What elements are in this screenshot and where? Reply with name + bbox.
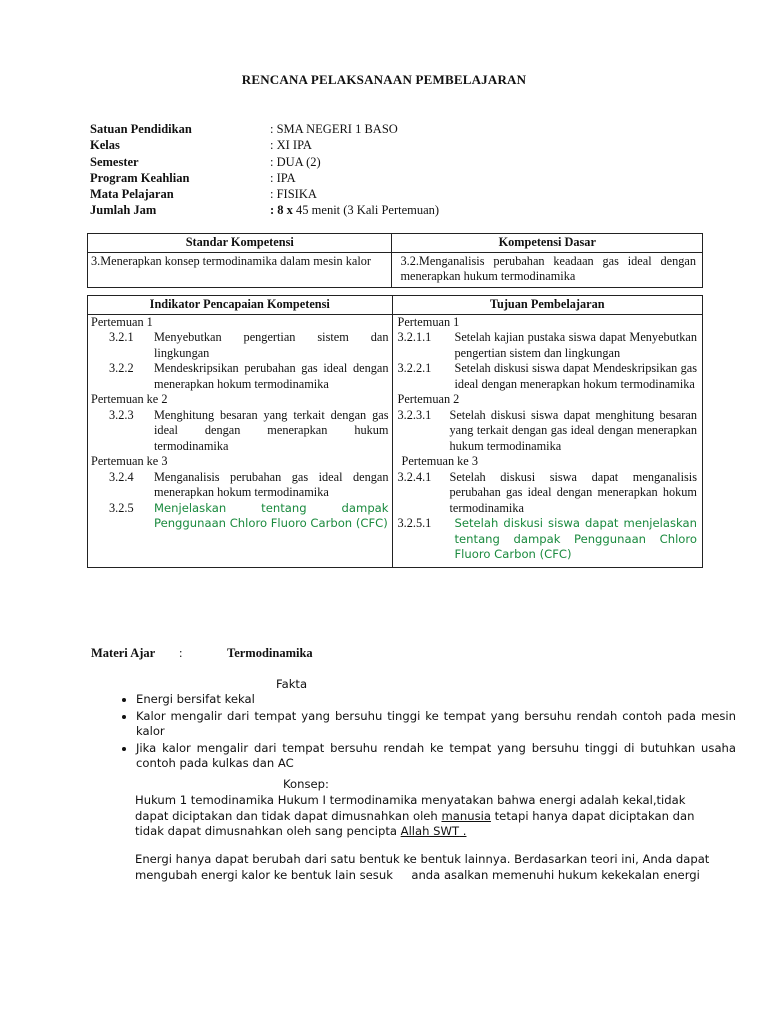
meeting-label: Pertemuan 1 [397, 314, 460, 329]
allah-link[interactable]: Allah SWT [400, 824, 460, 838]
konsep-text: . [459, 824, 467, 838]
objective-number: 3.2.2.1 [397, 361, 432, 375]
identity-value: : SMA NEGERI 1 BASO [270, 122, 398, 136]
jam-count: : 8 x [270, 203, 293, 218]
list-item: • Energi bersifat kekal [136, 692, 736, 708]
meeting-label: Pertemuan 1 [91, 314, 153, 329]
objective-number: 3.2.1.1 [397, 330, 432, 344]
indicator-text: Menghitung besaran yang terkait dengan gas ideal dengan menerapkan hukum termodinamika [154, 407, 389, 453]
document-title: RENCANA PELAKSANAAN PEMBELAJARAN [241, 72, 527, 87]
identity-label: Satuan Pendidikan [90, 122, 192, 136]
meeting-label: Pertemuan ke 3 [91, 454, 168, 468]
indicator-number: 3.2.4 [109, 469, 134, 484]
identity-value: : FISIKA [270, 187, 317, 202]
sk-kd-table [87, 233, 703, 288]
objective-text: Setelah diskusi siswa dapat menjelaskan tentang dampak Penggunaan Chloro Fluoro Carbon (CFC) [454, 516, 697, 561]
objective-item [398, 408, 698, 455]
identity-block [90, 121, 439, 219]
ipk-cell [88, 314, 393, 567]
indicator-item [91, 408, 389, 455]
kd-header: Kompetensi Dasar [392, 234, 703, 253]
objective-number: 3.2.3.1 [397, 407, 432, 422]
konsep-text: tetapi hanya dapat diciptakan dan tidak dapat dimusnahkan oleh sang pencipta [135, 808, 695, 838]
facts-list [116, 692, 736, 773]
ipk-header: Indikator Pencapaian Kompetensi [88, 296, 393, 315]
identity-row [90, 186, 439, 202]
indicator-item [91, 330, 389, 361]
list-item: • Kalor mengalir dari tempat yang bersuhu tinggi ke tempat yang bersuhu rendah contoh pada mesin kalor [136, 709, 736, 740]
tp-header: Tujuan Pembelajaran [392, 296, 703, 315]
identity-label: Semester [90, 154, 139, 169]
identity-label: Program Keahlian [90, 170, 190, 185]
identity-value [270, 202, 439, 218]
tp-cell [392, 314, 703, 567]
identity-row [90, 137, 439, 153]
sk-cell: 3.Menerapkan konsep termodinamika dalam mesin kalor [88, 252, 392, 287]
indicator-item [91, 361, 389, 392]
meeting-label: Pertemuan 2 [397, 392, 460, 406]
identity-label: Kelas [90, 138, 120, 153]
identity-value: : XI IPA [270, 138, 312, 153]
kd-cell [392, 252, 703, 287]
identity-row [90, 154, 439, 170]
materi-value: Termodinamika [227, 646, 313, 660]
identity-value: : DUA (2) [270, 154, 321, 169]
konsep-heading: Konsep: [283, 777, 329, 791]
sk-header: Standar Kompetensi [88, 234, 392, 253]
manusia-link[interactable]: manusia [441, 808, 491, 823]
identity-row [90, 170, 439, 186]
indicator-item [91, 501, 389, 532]
materi-colon: : [179, 646, 183, 660]
materi-label: Materi Ajar [91, 646, 156, 660]
konsep-paragraph-1 [135, 793, 716, 840]
indicator-number: 3.2.3 [109, 407, 134, 422]
identity-row [90, 202, 439, 218]
ipk-tp-table [87, 295, 703, 568]
indicator-number: 3.2.5 [109, 500, 134, 515]
identity-value: : IPA [270, 170, 296, 185]
identity-row [90, 121, 439, 137]
objective-number: 3.2.4.1 [397, 469, 432, 484]
konsep-text: Hukum 1 temodinamika Hukum I termodinamika menyatakan bahwa energi adalah kekal,tidak dapat diciptakan dan tidak dapat dimusnahkan oleh [135, 793, 686, 823]
materi-ajar-line [91, 646, 313, 661]
meeting-label: Pertemuan ke 2 [91, 392, 168, 406]
kd-text [400, 254, 696, 285]
indicator-item [91, 470, 389, 501]
identity-label: Mata Pelajaran [90, 187, 174, 202]
objective-item [398, 361, 698, 392]
identity-label: Jumlah Jam [90, 203, 157, 218]
objective-text: Setelah diskusi siswa dapat menghitung besaran yang terkait dengan gas ideal dengan menerapkan hukum termodinamika [449, 407, 697, 453]
indicator-number: 3.2.2 [109, 361, 134, 375]
objective-item [398, 516, 698, 565]
indicator-number: 3.2.1 [109, 330, 134, 344]
jam-detail: 45 menit (3 Kali Pertemuan) [292, 203, 440, 218]
meeting-label: Pertemuan ke 3 [401, 454, 478, 468]
objective-item [398, 330, 698, 361]
objective-text: Setelah kajian pustaka siswa dapat Menyebutkan pengertian sistem dan lingkungan [454, 330, 697, 360]
fakta-heading: Fakta [276, 677, 308, 691]
objective-number: 3.2.5.1 [397, 516, 432, 530]
indicator-text: Mendeskripsikan perubahan gas ideal dengan menerapkan hokum termodinamika [154, 361, 389, 391]
objective-item [398, 470, 698, 517]
list-item: • Jika kalor mengalir dari tempat bersuhu rendah ke tempat yang bersuhu tinggi di butuhkan usaha contoh pada kulkas dan AC [136, 741, 736, 772]
konsep-paragraph-2: Energi hanya dapat berubah dari satu bentuk ke bentuk lainnya. Berdasarkan teori ini, Anda dapat mengubah energi kalor ke bentuk lain sesuk anda asalkan memenuhi hukum kekekalan energi [135, 852, 714, 882]
kd-value: 3.2.Menganalisis perubahan keadaan gas ideal dengan menerapkan hukum termodinamika [400, 253, 696, 283]
indicator-text: Menganalisis perubahan gas ideal dengan menerapkan hokum termodinamika [154, 469, 389, 499]
objective-text: Setelah diskusi siswa dapat Mendeskripsikan gas ideal dengan menerapkan hokum termodinamika [454, 361, 697, 391]
indicator-text: Menyebutkan pengertian sistem dan lingkungan [154, 330, 389, 360]
objective-text: Setelah diskusi siswa dapat menganalisis perubahan gas ideal dengan menerapkan hokum termodinamika [449, 469, 697, 515]
indicator-text: Menjelaskan tentang dampak Penggunaan Chloro Fluoro Carbon (CFC) [154, 500, 389, 530]
